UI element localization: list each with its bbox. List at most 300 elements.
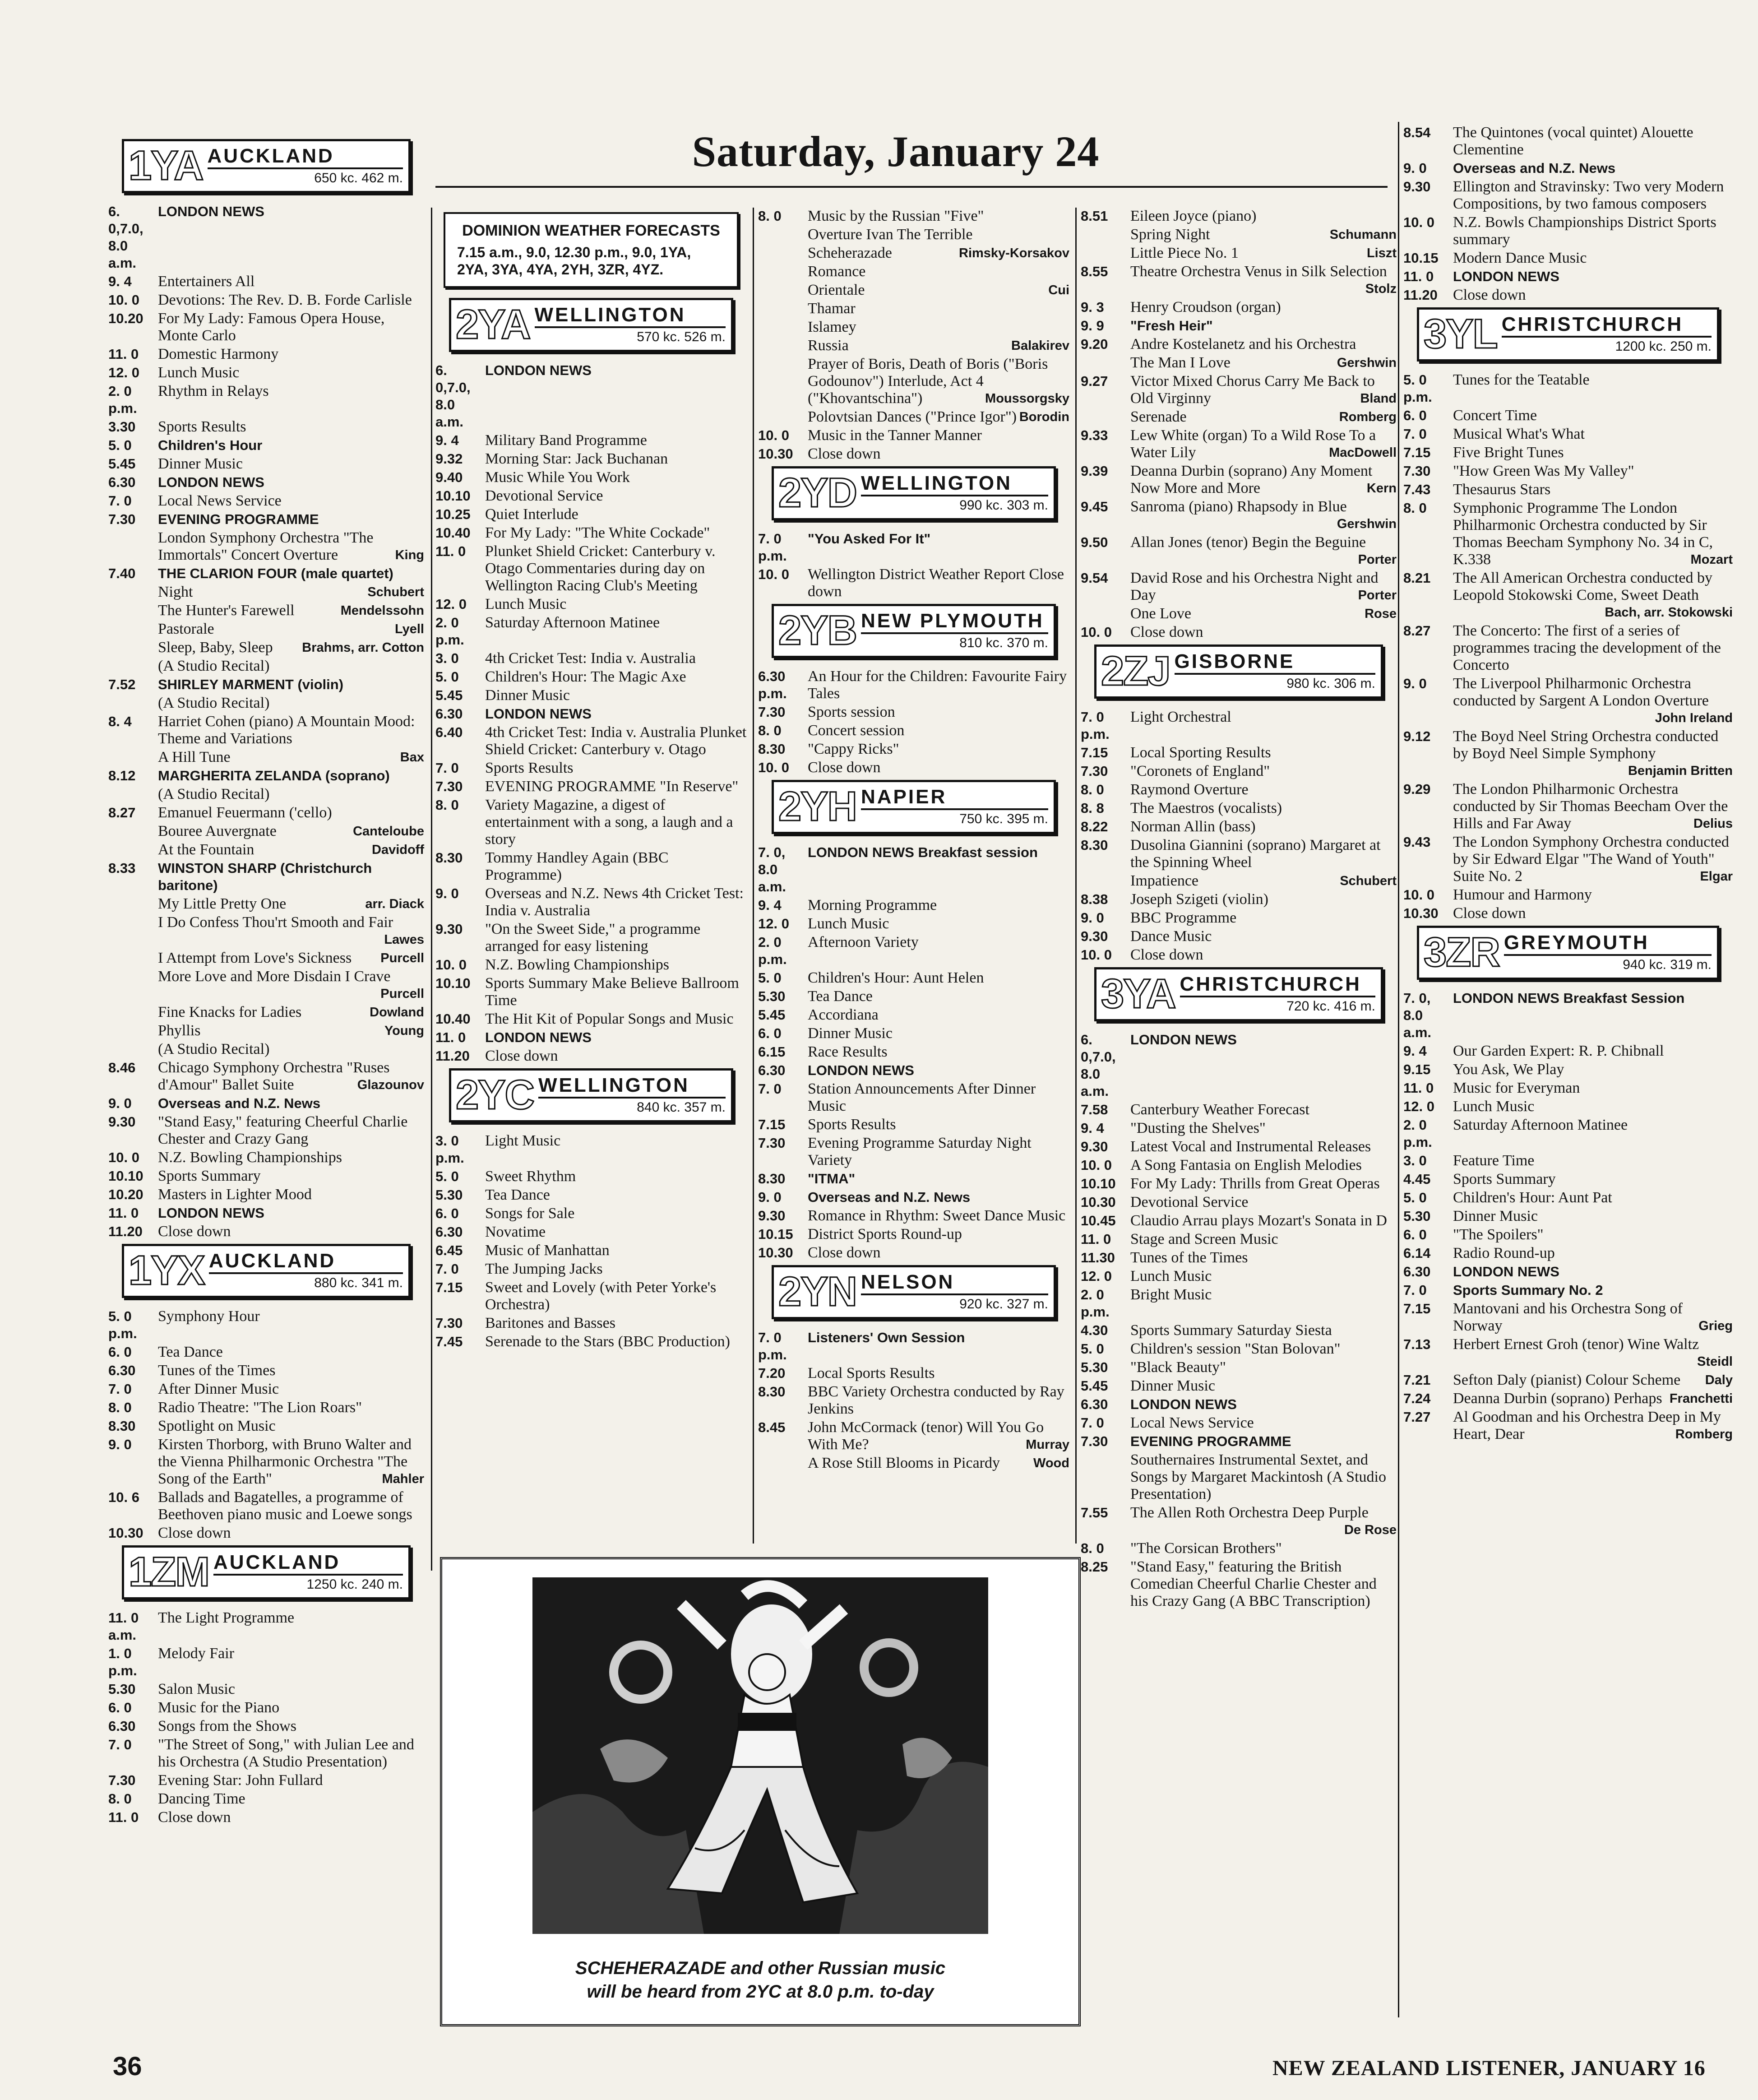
schedule-item <box>808 1135 1069 1169</box>
composer-credit: Balakirev <box>1011 338 1069 353</box>
schedule-row <box>1081 1396 1397 1413</box>
schedule-time: 7.40 <box>108 566 136 581</box>
schedule-item <box>485 778 747 795</box>
schedule-description: Close down <box>1453 287 1526 303</box>
schedule-row <box>1081 317 1397 334</box>
schedule-time: 9.30 <box>758 1208 786 1224</box>
schedule-time: 4.45 <box>1403 1171 1431 1187</box>
composer-credit: Schubert <box>367 585 424 599</box>
station-frequency: 650 kc. 462 m. <box>314 171 403 185</box>
schedule-item <box>1130 1101 1397 1118</box>
schedule-row <box>108 1095 424 1112</box>
schedule-item <box>1453 444 1733 461</box>
schedule-description: Harriet Cohen (piano) A Mountain Mood: Theme and Variations <box>158 713 415 747</box>
schedule-item <box>158 584 424 601</box>
schedule-item <box>1130 818 1397 835</box>
schedule-description: Light Music <box>485 1132 561 1149</box>
schedule-time-empty <box>108 695 158 712</box>
schedule-description: The Light Programme <box>158 1609 295 1626</box>
station-logo <box>772 1265 1056 1319</box>
composer-credit: Rimsky-Korsakov <box>959 246 1069 260</box>
schedule-description: Close down <box>158 1525 231 1541</box>
schedule-row <box>1403 444 1733 461</box>
schedule-item <box>1453 1245 1733 1262</box>
schedule-time: 8.38 <box>1081 891 1108 907</box>
schedule-row <box>108 584 424 601</box>
schedule-item <box>158 1809 424 1826</box>
weather-forecast-box <box>444 212 739 288</box>
schedule-description: Listeners' Own Session <box>808 1330 965 1345</box>
schedule-time-empty <box>108 1041 158 1058</box>
schedule-time: 7.52 <box>108 677 136 692</box>
schedule-time: 7.24 <box>1403 1391 1431 1406</box>
schedule-item <box>158 1041 424 1058</box>
schedule-row <box>108 676 424 693</box>
schedule-row <box>1403 407 1733 424</box>
schedule-description: "The Spoilers" <box>1453 1226 1544 1243</box>
schedule-description: Joseph Szigeti (violin) <box>1130 891 1268 908</box>
schedule-row <box>758 1329 1069 1363</box>
schedule-row <box>435 1205 747 1222</box>
schedule-row <box>108 1489 424 1523</box>
schedule-item <box>1130 1138 1397 1155</box>
schedule-description: 4th Cricket Test: India v. Australia <box>485 650 696 667</box>
schedule-time: 10. 6 <box>108 1489 139 1505</box>
schedule-item <box>1453 1171 1733 1188</box>
schedule-row <box>1403 1409 1733 1443</box>
schedule-time: 8.27 <box>1403 623 1431 639</box>
schedule-description: Morning Programme <box>808 897 937 913</box>
schedule-row <box>435 1132 747 1167</box>
schedule-description: Sports Results <box>485 760 574 776</box>
station-logo <box>122 139 411 193</box>
schedule-time: 6.14 <box>1403 1245 1431 1261</box>
schedule-time: 6. 0 <box>758 1025 782 1041</box>
schedule-description: Humour and Harmony <box>1453 886 1592 903</box>
schedule-time: 11. 0 <box>1403 269 1434 284</box>
schedule-row <box>435 450 747 468</box>
schedule-description: "The Street of Song," with Julian Lee and his Orchestra (A Studio Presentation) <box>158 1736 414 1770</box>
station-city: WELLINGTON <box>538 1074 726 1099</box>
schedule-item <box>1130 1120 1397 1137</box>
station-city: NEW PLYMOUTH <box>861 610 1048 634</box>
schedule-description: Overseas and N.Z. News <box>808 1189 971 1205</box>
schedule-description: Islamey <box>808 319 856 335</box>
schedule-row <box>435 469 747 486</box>
schedule-time: 6. 0 <box>435 1205 459 1221</box>
schedule-item <box>1130 763 1397 780</box>
schedule-item <box>158 676 424 693</box>
schedule-row <box>108 1418 424 1435</box>
schedule-row <box>1403 268 1733 285</box>
schedule-time: 8. 0 <box>435 797 459 813</box>
schedule-item <box>1453 675 1733 727</box>
schedule-row <box>1403 570 1733 621</box>
schedule-item <box>1130 1540 1397 1557</box>
schedule-row <box>108 823 424 840</box>
schedule-description: Herbert Ernest Groh (tenor) Wine Waltz <box>1453 1336 1699 1353</box>
schedule-description: One Love <box>1130 605 1192 622</box>
schedule-row <box>1081 263 1397 297</box>
schedule-description: Allan Jones (tenor) Begin the Beguine <box>1130 534 1366 551</box>
schedule-time: 5. 0 <box>758 970 782 986</box>
schedule-time: 7.15 <box>758 1117 786 1132</box>
schedule-row <box>758 208 1069 225</box>
station-frequency: 990 kc. 303 m. <box>959 498 1048 513</box>
schedule-time: 8.21 <box>1403 570 1431 586</box>
schedule-item <box>158 1168 424 1185</box>
schedule-description: Military Band Programme <box>485 432 647 449</box>
schedule-description: Mantovani and his Orchestra Song of Norway <box>1453 1300 1683 1334</box>
schedule-row <box>1081 1414 1397 1432</box>
schedule-row <box>1403 124 1733 158</box>
composer-credit: Purcell <box>380 951 424 965</box>
schedule-item <box>808 844 1069 895</box>
schedule-item <box>158 1308 424 1342</box>
schedule-description: A Hill Tune <box>158 749 231 765</box>
schedule-time: 7. 0 <box>435 760 459 776</box>
schedule-item <box>485 1205 747 1222</box>
schedule-time: 9.30 <box>1081 1139 1108 1154</box>
schedule-time-empty <box>758 1455 808 1472</box>
schedule-time: 9.27 <box>1081 373 1108 389</box>
schedule-row <box>1081 872 1397 890</box>
composer-credit: Schubert <box>1340 874 1397 888</box>
schedule-row <box>108 437 424 454</box>
schedule-description: Tunes for the Teatable <box>1453 371 1590 388</box>
schedule-description: Local News Service <box>1130 1414 1254 1431</box>
station-city: AUCKLAND <box>208 145 403 169</box>
schedule-time: 9.40 <box>435 469 463 485</box>
schedule-row <box>1081 1120 1397 1137</box>
schedule-description: Sports Results <box>158 418 246 435</box>
composer-credit: Wood <box>1033 1456 1069 1470</box>
schedule-item <box>485 1279 747 1313</box>
station-info <box>861 606 1054 656</box>
schedule-description: BBC Variety Orchestra conducted by Ray Jenkins <box>808 1383 1064 1417</box>
schedule-row <box>758 319 1069 336</box>
schedule-item <box>1130 605 1397 622</box>
schedule-description: Concert session <box>808 722 905 739</box>
schedule-item <box>1130 1322 1397 1339</box>
composer-credit: Lawes <box>384 932 424 947</box>
schedule-row <box>1403 1061 1733 1078</box>
schedule-description: "Stand Easy," featuring the British Comedian Cheerful Charlie Chester and his Crazy Gang (A BBC Transcription) <box>1130 1558 1377 1609</box>
schedule-description: Norman Allin (bass) <box>1130 818 1256 835</box>
schedule-item <box>485 450 747 468</box>
schedule-time: 6.30 <box>1403 1264 1431 1279</box>
schedule-time: 11. 0 <box>1403 1080 1434 1096</box>
schedule-description: Close down <box>1130 624 1203 640</box>
schedule-item <box>158 1699 424 1716</box>
schedule-description: Music in the Tanner Manner <box>808 427 982 444</box>
schedule-row <box>108 786 424 803</box>
schedule-time: 8.45 <box>758 1419 786 1435</box>
schedule-row <box>1403 178 1733 213</box>
schedule-item <box>485 956 747 974</box>
schedule-item <box>158 1736 424 1771</box>
schedule-description: "ITMA" <box>808 1171 856 1187</box>
schedule-description: EVENING PROGRAMME "In Reserve" <box>485 778 739 795</box>
schedule-time: 7.15 <box>1403 445 1431 460</box>
schedule-time: 7.55 <box>1081 1505 1108 1521</box>
schedule-row <box>1403 287 1733 304</box>
schedule-description: Baritones and Basses <box>485 1315 615 1331</box>
schedule-time: 11. 0 <box>108 346 139 362</box>
schedule-description: Local Sporting Results <box>1130 744 1271 761</box>
schedule-time: 7.15 <box>1403 1301 1431 1317</box>
schedule-time-empty <box>1081 605 1130 622</box>
schedule-item <box>808 1080 1069 1115</box>
schedule-row <box>1081 1138 1397 1155</box>
schedule-item <box>158 565 424 582</box>
schedule-description: "Coronets of England" <box>1130 763 1270 779</box>
schedule-time: 7. 0 <box>758 1081 782 1097</box>
schedule-row <box>758 1383 1069 1418</box>
schedule-description: Ballads and Bagatelles, a programme of Beethoven piano music and Loewe songs <box>158 1489 412 1523</box>
schedule-time: 6.30 <box>435 706 463 722</box>
schedule-row <box>1403 1372 1733 1389</box>
schedule-item <box>1453 1152 1733 1169</box>
schedule-description: Domestic Harmony <box>158 346 279 362</box>
schedule-description: N.Z. Bowls Championships District Sports summary <box>1453 214 1716 248</box>
schedule-description: At the Fountain <box>158 841 254 858</box>
schedule-description: The Maestros (vocalists) <box>1130 800 1282 816</box>
schedule-row <box>108 1344 424 1361</box>
schedule-row <box>758 1207 1069 1224</box>
schedule-row <box>758 1025 1069 1042</box>
schedule-description: EVENING PROGRAMME <box>158 511 319 527</box>
composer-credit: Benjamin Britten <box>1628 764 1733 778</box>
station-call-sign: 2YC <box>456 1072 534 1118</box>
schedule-description: Tunes of the Times <box>158 1362 276 1379</box>
schedule-time: 4.30 <box>1081 1322 1108 1338</box>
schedule-row <box>1081 781 1397 798</box>
schedule-time: 7.20 <box>758 1365 786 1381</box>
schedule-time: 8.30 <box>1081 837 1108 853</box>
schedule-item <box>1453 781 1733 832</box>
schedule-time: 6.30 <box>108 1363 136 1378</box>
schedule-time: 8. 0 <box>758 723 782 738</box>
schedule-item <box>1453 570 1733 621</box>
schedule-row <box>758 1419 1069 1453</box>
schedule-item <box>1453 463 1733 480</box>
schedule-item <box>1130 534 1397 568</box>
station-call-sign: 3ZR <box>1424 929 1499 975</box>
schedule-time: 9.20 <box>1081 336 1108 352</box>
schedule-row <box>108 621 424 638</box>
schedule-time: 9. 3 <box>1081 299 1104 315</box>
schedule-time: 6.30 <box>108 1718 136 1734</box>
schedule-time: 7. 0 <box>1081 1415 1104 1431</box>
schedule-time: 9.29 <box>1403 781 1431 797</box>
schedule-time: 9.30 <box>1403 179 1431 195</box>
schedule-item <box>158 203 424 272</box>
schedule-description: The Hit Kit of Popular Songs and Music <box>485 1011 734 1027</box>
schedule-row <box>435 362 747 431</box>
schedule-time: 11.20 <box>1403 287 1438 303</box>
schedule-item <box>808 408 1069 426</box>
schedule-item <box>1453 1043 1733 1060</box>
schedule-item <box>485 705 747 723</box>
schedule-row <box>758 759 1069 776</box>
caption-line-1: SCHEHERAZADE and other Russian music <box>575 1958 946 1978</box>
schedule-row <box>108 968 424 1002</box>
schedule-time-empty <box>1081 1451 1130 1503</box>
schedule-time: 10.20 <box>108 311 143 326</box>
schedule-item <box>158 1186 424 1203</box>
schedule-row <box>435 1029 747 1046</box>
schedule-time-empty <box>108 621 158 638</box>
schedule-row <box>1081 408 1397 426</box>
schedule-description: Kirsten Thorborg, with Bruno Walter and the Vienna Philharmonic Orchestra "The Song of the Earth" <box>158 1436 412 1487</box>
schedule-item <box>1453 834 1733 885</box>
schedule-description: Saturday Afternoon Matinee <box>1453 1117 1628 1133</box>
schedule-item <box>158 621 424 638</box>
schedule-description: Dance Music <box>1130 928 1212 945</box>
schedule-description: "Black Beauty" <box>1130 1359 1226 1376</box>
column-divider <box>431 208 432 1571</box>
schedule-item <box>1453 1226 1733 1243</box>
schedule-row <box>1081 226 1397 243</box>
schedule-time-empty <box>758 282 808 299</box>
schedule-time: 7.30 <box>108 1772 136 1788</box>
schedule-item <box>485 797 747 848</box>
schedule-row <box>108 1399 424 1416</box>
schedule-item <box>1130 872 1397 890</box>
schedule-description: Phyllis <box>158 1022 201 1039</box>
caption-line-2: will be heard from 2YC at 8.0 p.m. to-day <box>587 1982 934 2002</box>
schedule-row <box>758 915 1069 932</box>
schedule-time-empty <box>758 337 808 354</box>
schedule-description: Theatre Orchestra Venus in Silk Selection <box>1130 263 1387 280</box>
schedule-row <box>108 639 424 656</box>
schedule-row <box>435 1011 747 1028</box>
schedule-time: 6. 0 <box>108 1344 132 1360</box>
station-1zm <box>108 1545 424 1826</box>
schedule-row <box>1081 1286 1397 1321</box>
schedule-row <box>108 492 424 510</box>
schedule-time-empty <box>758 408 808 426</box>
station-info <box>861 782 1054 832</box>
schedule-item <box>1130 226 1397 243</box>
schedule-row <box>108 1059 424 1094</box>
station-frequency: 840 kc. 357 m. <box>637 1100 726 1115</box>
composer-credit: Elgar <box>1700 869 1733 884</box>
schedule-item <box>485 1029 747 1046</box>
schedule-item <box>158 914 424 948</box>
schedule-row <box>108 511 424 528</box>
schedule-time: 8.30 <box>758 741 786 757</box>
schedule-time: 11. 0 <box>435 1029 466 1045</box>
schedule-description: "How Green Was My Valley" <box>1453 463 1634 479</box>
schedule-item <box>485 849 747 884</box>
schedule-description: Radio Theatre: "The Lion Roars" <box>158 1399 362 1416</box>
composer-credit: Romberg <box>1339 410 1397 424</box>
schedule-description: Accordiana <box>808 1006 879 1023</box>
schedule-time: 9. 4 <box>758 897 782 913</box>
composer-credit: Grieg <box>1698 1319 1733 1333</box>
schedule-time: 9.54 <box>1081 570 1108 586</box>
composer-credit: Purcell <box>380 987 424 1001</box>
schedule-item <box>1130 1212 1397 1229</box>
schedule-description: LONDON NEWS <box>158 204 264 219</box>
schedule-row <box>435 1261 747 1278</box>
schedule-description: Romance <box>808 263 866 280</box>
schedule-item <box>1130 336 1397 353</box>
schedule-description: Bouree Auvergnate <box>158 823 277 839</box>
schedule-row <box>758 844 1069 895</box>
schedule-row <box>1081 946 1397 964</box>
schedule-time: 3. 0 <box>435 650 459 666</box>
composer-credit: John Ireland <box>1655 711 1733 725</box>
schedule-time: 5.45 <box>435 687 463 703</box>
schedule-time: 5.30 <box>435 1187 463 1203</box>
column-3 <box>758 208 1069 1473</box>
schedule-row <box>758 668 1069 702</box>
schedule-row <box>108 310 424 344</box>
station-info <box>1502 310 1717 359</box>
schedule-time: 8.27 <box>108 805 136 821</box>
schedule-row <box>1403 1208 1733 1225</box>
schedule-row <box>108 1223 424 1240</box>
composer-credit: Steidl <box>1697 1354 1733 1369</box>
schedule-item <box>485 1132 747 1167</box>
schedule-description: "Dusting the Shelves" <box>1130 1120 1266 1136</box>
station-logo <box>1094 967 1383 1021</box>
schedule-description: Music for Everyman <box>1453 1080 1580 1096</box>
schedule-time: 3.30 <box>108 419 136 435</box>
schedule-time: 8.33 <box>108 860 136 876</box>
schedule-time: 11. 0 <box>108 1205 139 1221</box>
schedule-time: 7. 0 <box>108 493 132 509</box>
schedule-description: Lunch Music <box>1453 1098 1535 1115</box>
station-logo <box>772 466 1056 520</box>
schedule-item <box>808 759 1069 776</box>
schedule-time: 9. 0 <box>1081 910 1104 926</box>
station-frequency: 1200 kc. 250 m. <box>1615 339 1712 354</box>
schedule-row <box>108 658 424 675</box>
schedule-time: 10.30 <box>1403 905 1439 921</box>
schedule-time: 9. 4 <box>108 274 132 289</box>
schedule-description: Serenade to the Stars (BBC Production) <box>485 1333 730 1350</box>
schedule-item <box>808 530 1069 565</box>
schedule-item <box>808 897 1069 914</box>
schedule-description: Station Announcements After Dinner Music <box>808 1080 1036 1114</box>
schedule-time: 6.40 <box>435 724 463 740</box>
schedule-description: The Liverpool Philharmonic Orchestra conducted by Sargent A London Overture <box>1453 675 1709 709</box>
station-frequency: 940 kc. 319 m. <box>1623 957 1712 972</box>
schedule-item <box>485 760 747 777</box>
schedule-row <box>1081 534 1397 568</box>
station-call-sign: 2YB <box>778 607 856 654</box>
schedule-description: Plunket Shield Cricket: Canterbury v. Otago Commentaries during day on Wellington Racing Club's Meeting <box>485 543 716 594</box>
schedule-item <box>158 529 424 564</box>
schedule-item <box>1453 178 1733 213</box>
schedule-time: 12. 0 <box>435 596 467 612</box>
schedule-row <box>435 797 747 848</box>
station-info <box>208 141 408 191</box>
schedule-time: 7. 0 p.m. <box>758 1330 787 1363</box>
schedule-row <box>1403 160 1733 177</box>
schedule-item <box>808 208 1069 225</box>
schedule-row <box>1081 624 1397 641</box>
schedule-item <box>1453 371 1733 406</box>
schedule-time-empty <box>108 895 158 913</box>
station-2yb <box>758 604 1069 776</box>
schedule-description: LONDON NEWS <box>485 1029 592 1045</box>
schedule-time-empty <box>108 823 158 840</box>
